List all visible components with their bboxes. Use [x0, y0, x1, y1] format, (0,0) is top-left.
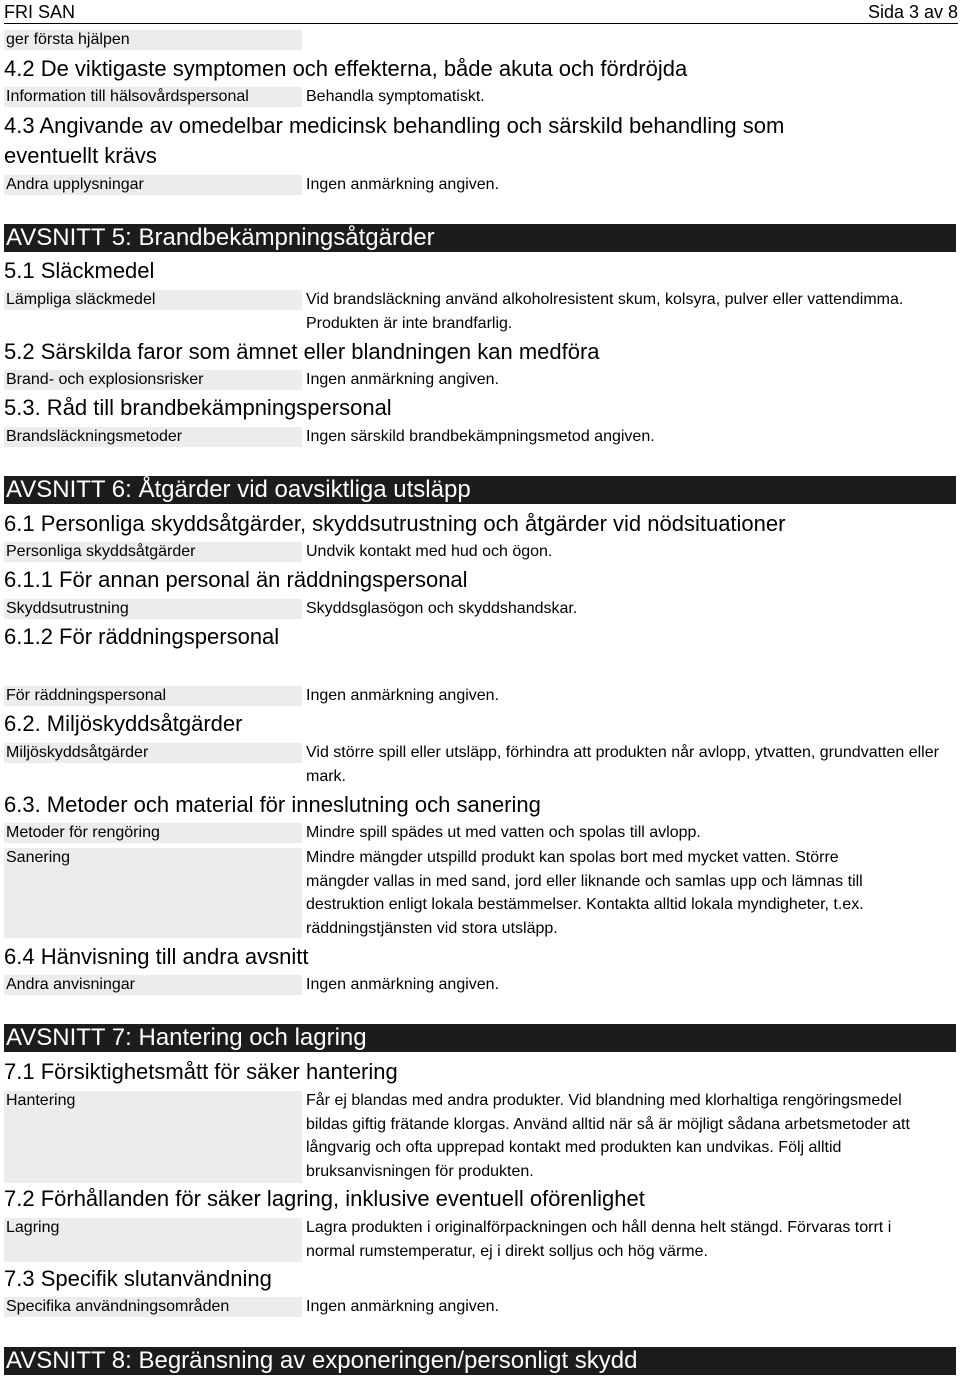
- other-references-label: Andra anvisningar: [4, 975, 302, 995]
- section-8-title: AVSNITT 8: Begränsning av exponeringen/personligt skydd: [4, 1347, 956, 1375]
- page-number: Sida 3 av 8: [867, 2, 958, 22]
- environmental-precautions-value: Vid större spill eller utsläpp, förhindra att produkten når avlopp, ytvatten, grundvatten eller mark.: [306, 744, 939, 785]
- firefighting-method-label: Brandsläckningsmetoder: [4, 427, 302, 447]
- heading-6-1-2: 6.1.2 För räddningspersonal: [4, 624, 280, 649]
- extinguishing-media-value: Vid brandsläckning använd alkoholresistent skum, kolsyra, pulver eller vattendimma. Produkten är inte brandfarlig.: [306, 291, 904, 332]
- personal-precautions-value: Undvik kontakt med hud och ögon.: [306, 543, 553, 560]
- rescue-personnel-label: För räddningspersonal: [4, 686, 302, 706]
- other-references-value: Ingen anmärkning angiven.: [306, 976, 500, 993]
- other-info-value: Ingen anmärkning angiven.: [306, 176, 500, 193]
- cleaning-methods-label: Metoder för rengöring: [4, 823, 302, 843]
- section-6-title: AVSNITT 6: Åtgärder vid oavsiktliga utsläpp: [4, 476, 956, 504]
- heading-6-3: 6.3. Metoder och material för inneslutning och sanering: [4, 792, 541, 817]
- heading-7-1: 7.1 Försiktighetsmått för säker hantering: [4, 1059, 398, 1084]
- storage-value: Lagra produkten i originalförpackningen och håll denna helt stängd. Förvaras torrt i normal rumstemperatur, ej i direkt solljus och hög värme.: [306, 1219, 892, 1260]
- firefighting-method-value: Ingen särskild brandbekämpningsmetod angiven.: [306, 428, 655, 445]
- heading-5-1: 5.1 Släckmedel: [4, 258, 155, 283]
- other-info-label: Andra upplysningar: [4, 175, 302, 195]
- first-aid-label: ger första hjälpen: [4, 30, 302, 50]
- heading-4-3-line1: 4.3 Angivande av omedelbar medicinsk behandling och särskild behandling som: [4, 113, 785, 138]
- header-rule: [4, 23, 958, 24]
- heading-7-2: 7.2 Förhållanden för säker lagring, inklusive eventuell oförenlighet: [4, 1186, 645, 1211]
- heading-4-3-line2: eventuellt krävs: [4, 143, 157, 168]
- specific-use-label: Specifika användningsområden: [4, 1297, 302, 1317]
- extinguishing-media-label: Lämpliga släckmedel: [4, 290, 302, 310]
- personal-precautions-label: Personliga skyddsåtgärder: [4, 542, 302, 562]
- heading-5-2: 5.2 Särskilda faror som ämnet eller blandningen kan medföra: [4, 339, 600, 364]
- handling-label: Hantering: [4, 1091, 302, 1183]
- protective-equipment-value: Skyddsglasögon och skyddshandskar.: [306, 600, 578, 617]
- environmental-precautions-label: Miljöskyddsåtgärder: [4, 743, 302, 763]
- health-info-value: Behandla symptomatiskt.: [306, 88, 485, 105]
- handling-value: Får ej blandas med andra produkter. Vid blandning med klorhaltiga rengöringsmedel bildas giftig frätande klorgas. Använd alltid när så är möjligt sådana arbetsmetoder att långvarig och ofta upprepad kontakt med produkten kan undvikas. Följ alltid bruksanvisningen för produkten.: [306, 1092, 910, 1180]
- health-info-label: Information till hälsovårdspersonal: [4, 87, 302, 107]
- specific-use-value: Ingen anmärkning angiven.: [306, 1298, 500, 1315]
- storage-label: Lagring: [4, 1218, 302, 1262]
- heading-4-2: 4.2 De viktigaste symptomen och effekterna, både akuta och fördröjda: [4, 56, 688, 81]
- cleaning-methods-value: Mindre spill spädes ut med vatten och spolas till avlopp.: [306, 824, 701, 841]
- heading-6-2: 6.2. Miljöskyddsåtgärder: [4, 711, 243, 736]
- page-header: [4, 0, 958, 26]
- section-5-title: AVSNITT 5: Brandbekämpningsåtgärder: [4, 224, 956, 252]
- heading-6-1: 6.1 Personliga skyddsåtgärder, skyddsutrustning och åtgärder vid nödsituationer: [4, 511, 786, 536]
- heading-6-1-1: 6.1.1 För annan personal än räddningspersonal: [4, 567, 468, 592]
- protective-equipment-label: Skyddsutrustning: [4, 599, 302, 619]
- rescue-personnel-value: Ingen anmärkning angiven.: [306, 687, 500, 704]
- sanitation-value: Mindre mängder utspilld produkt kan spolas bort med mycket vatten. Större mängder vallas in med sand, jord eller liknande och samlas upp och lämnas till destruktion enligt lokala bestämmelser. Kontakta alltid lokala myndigheter, t.ex. räddningstjänsten vid stora utsläpp.: [306, 849, 864, 937]
- sanitation-label: Sanering: [4, 848, 302, 938]
- company-name: FRI SAN: [4, 2, 76, 22]
- section-7-title: AVSNITT 7: Hantering och lagring: [4, 1024, 956, 1052]
- heading-5-3: 5.3. Råd till brandbekämpningspersonal: [4, 395, 392, 420]
- heading-6-4: 6.4 Hänvisning till andra avsnitt: [4, 944, 309, 969]
- fire-risk-value: Ingen anmärkning angiven.: [306, 371, 500, 388]
- heading-7-3: 7.3 Specifik slutanvändning: [4, 1266, 272, 1291]
- fire-risk-label: Brand- och explosionsrisker: [4, 370, 302, 390]
